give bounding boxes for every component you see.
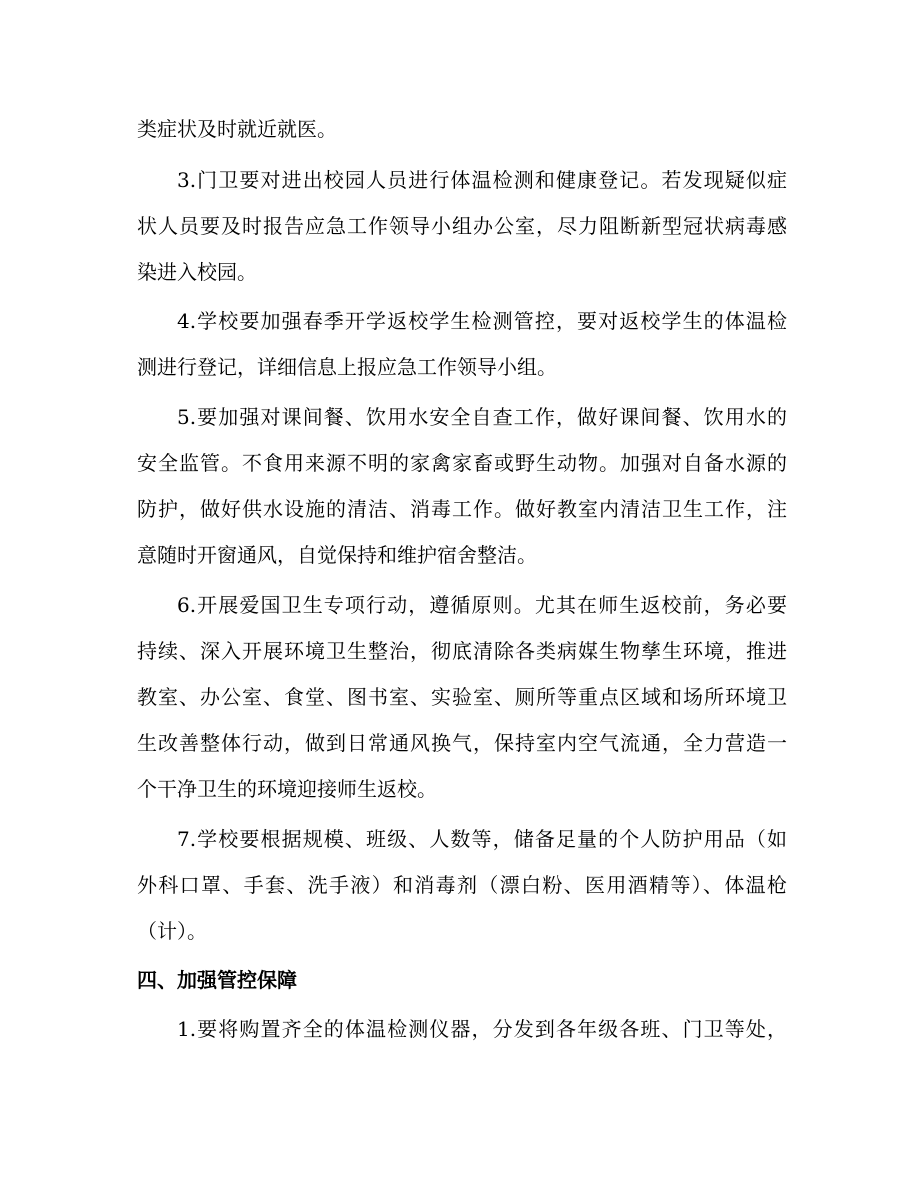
text-line: 7.学校要根据规模、班级、人数等，储备足量的个人防护用品（如 — [177, 827, 787, 851]
text-line: 4.学校要加强春季开学返校学生检测管控，要对返校学生的体温检 — [177, 309, 787, 333]
text-line: 防护，做好供水设施的清洁、消毒工作。做好教室内清洁卫生工作，注 — [137, 497, 787, 521]
text-line: 3.门卫要对进出校园人员进行体温检测和健康登记。若发现疑似症 — [177, 168, 787, 192]
text-line: 意随时开窗通风，自觉保持和维护宿舍整洁。 — [137, 543, 537, 567]
text-line: 外科口罩、手套、洗手液）和消毒剂（漂白粉、医用酒精等）、体温枪 — [137, 873, 787, 897]
text-line: 个干净卫生的环境迎接师生返校。 — [137, 777, 437, 801]
text-line: 教室、办公室、食堂、图书室、实验室、厕所等重点区域和场所环境卫 — [137, 685, 787, 709]
section-heading: 四、加强管控保障 — [137, 968, 297, 992]
text-line: 5.要加强对课间餐、饮用水安全自查工作，做好课间餐、饮用水的 — [177, 405, 787, 429]
text-line: 持续、深入开展环境卫生整治，彻底清除各类病媒生物孳生环境，推进 — [137, 639, 787, 663]
text-line: 生改善整体行动，做到日常通风换气，保持室内空气流通，全力营造一 — [137, 731, 787, 755]
text-line: 染进入校园。 — [137, 260, 257, 284]
text-line: 类症状及时就近就医。 — [137, 117, 337, 141]
text-line: 测进行登记，详细信息上报应急工作领导小组。 — [137, 355, 557, 379]
text-line: 安全监管。不食用来源不明的家禽家畜或野生动物。加强对自备水源的 — [137, 451, 787, 475]
text-line: 状人员要及时报告应急工作领导小组办公室，尽力阻断新型冠状病毒感 — [137, 214, 787, 238]
text-line: 1.要将购置齐全的体温检测仪器，分发到各年级各班、门卫等处， — [177, 1017, 787, 1041]
text-line: 6.开展爱国卫生专项行动，遵循原则。尤其在师生返校前，务必要 — [177, 593, 787, 617]
text-line: （计）。 — [137, 919, 207, 943]
